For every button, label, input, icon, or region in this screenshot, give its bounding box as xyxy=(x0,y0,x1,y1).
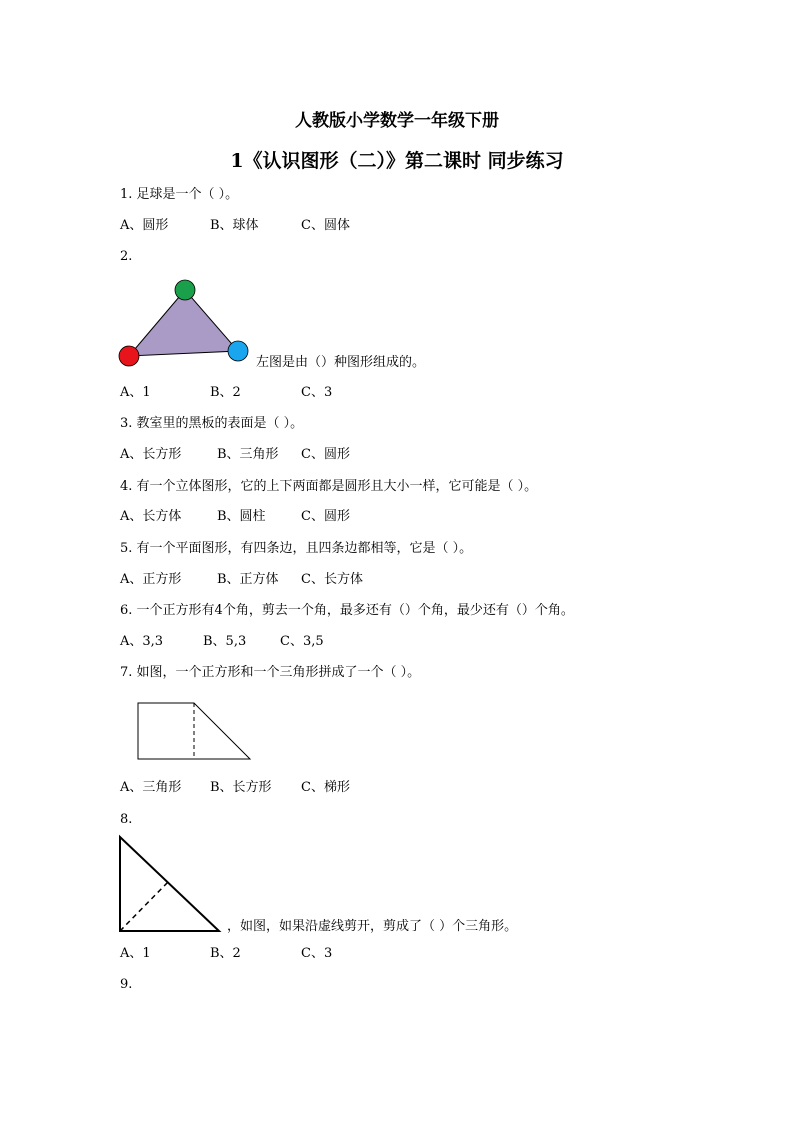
q4-option-a: A、长方体 xyxy=(120,509,182,524)
question-5: 5. 有一个平面图形，有四条边，且四条边都相等，它是（ ）。 xyxy=(120,541,473,556)
question-6: 6. 一个正方形有4个角，剪去一个角，最多还有（）个角，最少还有（）个角。 xyxy=(120,603,574,618)
q5-option-b: B、正方体 xyxy=(217,572,279,587)
blue-circle xyxy=(228,341,248,361)
q1-option-a: A、圆形 xyxy=(120,218,169,233)
q7-option-c: C、梯形 xyxy=(301,780,350,795)
question-8-number: 8. xyxy=(120,812,133,827)
q3-option-a: A、长方形 xyxy=(120,447,182,462)
q2-option-c: C、3 xyxy=(301,385,333,400)
q8-option-a: A、1 xyxy=(120,946,151,961)
square-triangle-trapezoid-figure xyxy=(136,701,256,763)
q1-option-b: B、球体 xyxy=(210,218,259,233)
q5-option-a: A、正方形 xyxy=(120,572,182,587)
q8-option-b: B、2 xyxy=(210,946,241,961)
q7-option-b: B、长方形 xyxy=(210,780,272,795)
q5-option-c: C、长方体 xyxy=(301,572,363,587)
triangle-dots-figure xyxy=(115,275,255,370)
q4-option-b: B、圆柱 xyxy=(217,509,266,524)
page-subtitle: 1《认识图形（二）》第二课时 同步练习 xyxy=(230,150,564,172)
q6-option-c: C、3,5 xyxy=(280,634,324,649)
q3-option-c: C、圆形 xyxy=(301,447,350,462)
q4-option-c: C、圆形 xyxy=(301,509,350,524)
question-3: 3. 教室里的黑板的表面是（ ）。 xyxy=(120,416,304,431)
question-4: 4. 有一个立体图形，它的上下两面都是圆形且大小一样，它可能是（ ）。 xyxy=(120,479,538,494)
question-9-number: 9. xyxy=(120,977,133,992)
question-2-number: 2. xyxy=(120,249,133,264)
q6-option-b: B、5,3 xyxy=(203,634,247,649)
q3-option-b: B、三角形 xyxy=(217,447,279,462)
q2-option-a: A、1 xyxy=(120,385,151,400)
question-1: 1. 足球是一个（ ）。 xyxy=(120,187,239,202)
right-triangle-figure xyxy=(117,835,223,935)
question-7: 7. 如图，一个正方形和一个三角形拼成了一个（ ）。 xyxy=(120,665,421,680)
page-title: 人教版小学数学一年级下册 xyxy=(295,111,499,131)
q2-option-b: B、2 xyxy=(210,385,241,400)
question-2-text: 左图是由（）种图形组成的。 xyxy=(256,355,426,370)
q8-option-c: C、3 xyxy=(301,946,333,961)
q1-option-c: C、圆体 xyxy=(301,218,350,233)
q7-option-a: A、三角形 xyxy=(120,780,182,795)
q6-option-a: A、3,3 xyxy=(120,634,164,649)
dashed-cut-line xyxy=(120,882,168,931)
question-8-text: ，如图，如果沿虚线剪开，剪成了（ ）个三角形。 xyxy=(227,919,518,934)
red-circle xyxy=(119,346,139,366)
green-circle xyxy=(175,280,195,300)
